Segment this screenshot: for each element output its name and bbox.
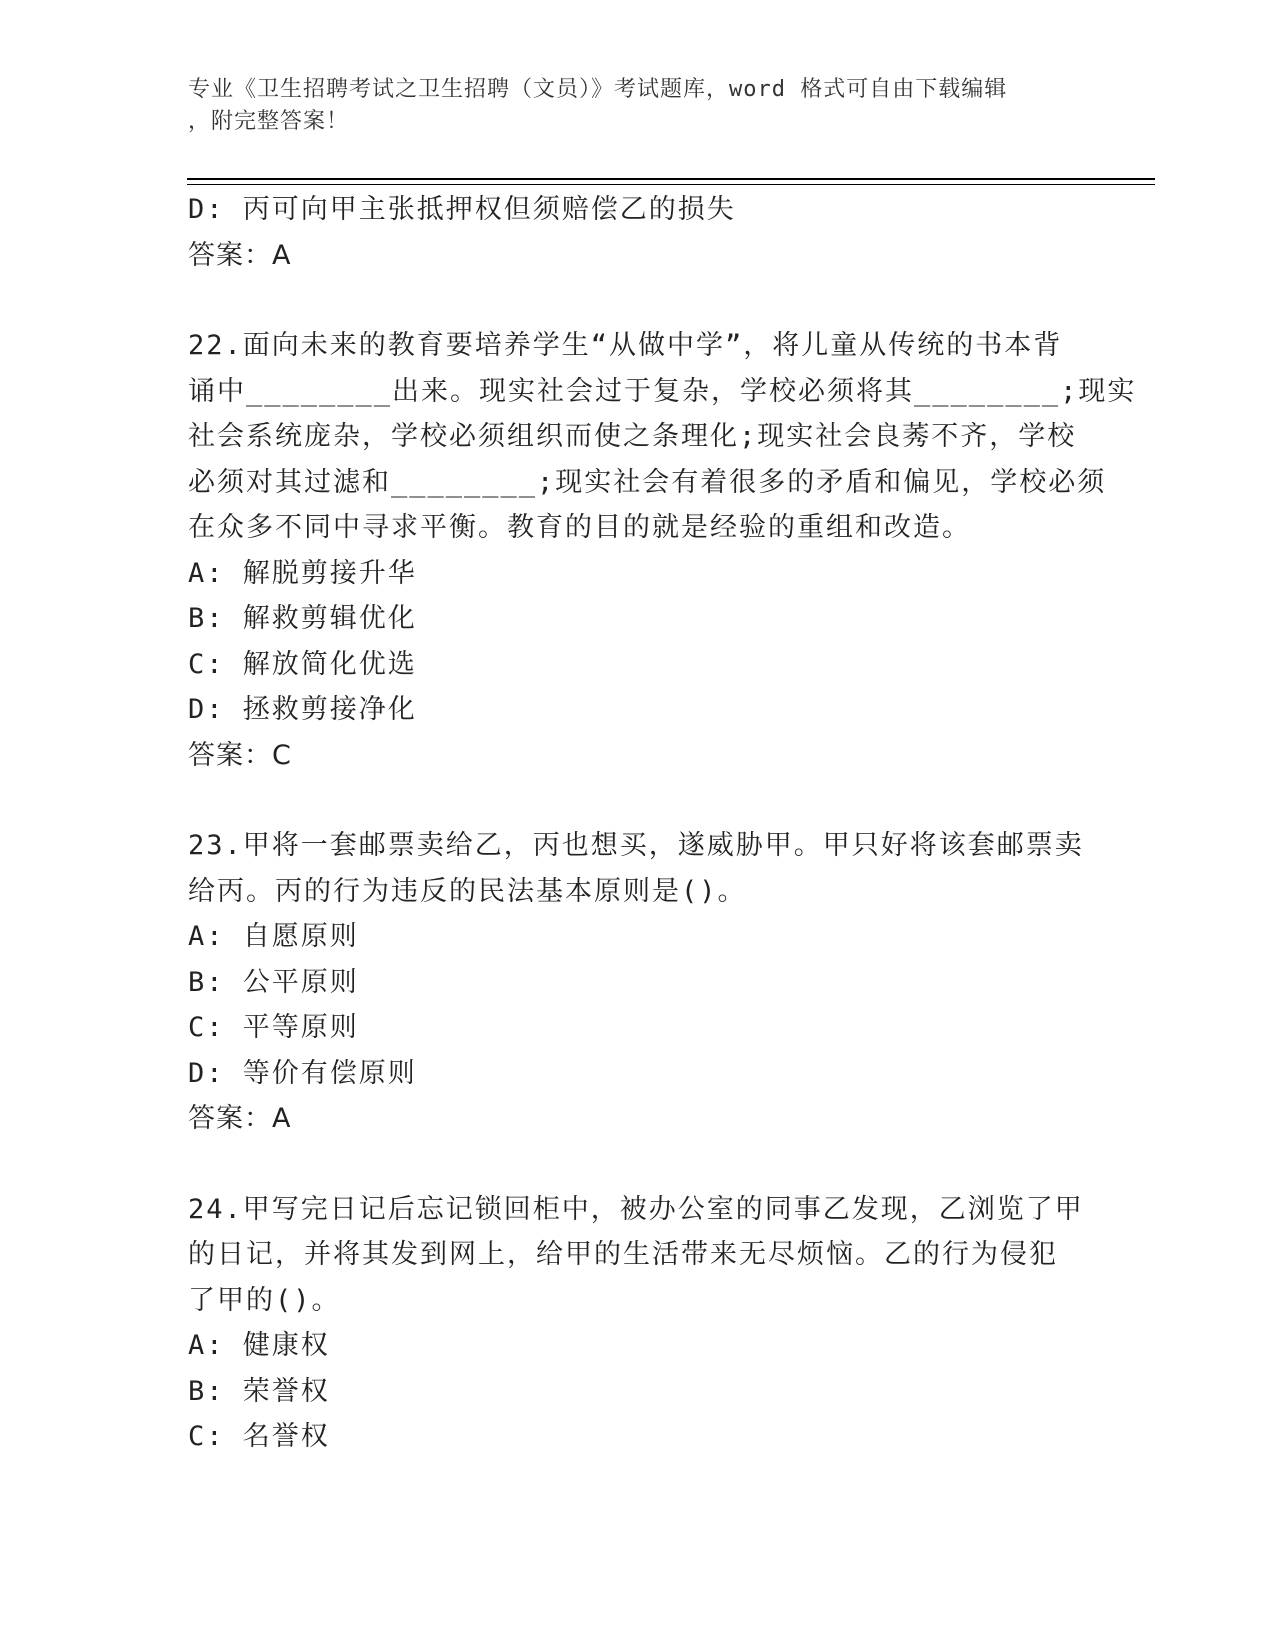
header-divider-thin [187,184,1155,185]
question-stem-line: 必须对其过滤和________;现实社会有着很多的矛盾和偏见，学校必须 [188,466,1107,498]
question-stem-line: 22.面向未来的教育要培养学生“从做中学”，将儿童从传统的书本背 [188,330,1063,361]
question-22 [188,323,1137,778]
option-d: D: 等价有偿原则 [188,1057,417,1089]
answer-line: 答案：C [188,739,292,771]
page-header [188,74,1068,138]
option-a: A: 健康权 [188,1330,330,1361]
previous-question-tail [188,187,1088,278]
question-stem-line: 在众多不同中寻求平衡。教育的目的就是经验的重组和改造。 [188,512,971,543]
option-a: A: 自愿原则 [188,921,359,952]
header-divider-thick [187,178,1155,180]
question-stem-line: 24.甲写完日记后忘记锁回柜中，被办公室的同事乙发现，乙浏览了甲 [188,1193,1084,1225]
option-b: B: 解救剪辑优化 [188,603,417,634]
answer-line: 答案：A [188,1103,292,1134]
option-c: C: 名誉权 [188,1421,330,1452]
question-stem-line: 了甲的()。 [188,1284,341,1316]
question-stem-line: 给丙。丙的行为违反的民法基本原则是()。 [188,875,747,907]
header-line-2: ，附完整答案！ [188,109,350,134]
option-b: B: 公平原则 [188,966,359,998]
option-c: C: 平等原则 [188,1012,359,1043]
question-23 [188,823,1088,1142]
option-d: D: 拯救剪接净化 [188,694,417,725]
option-c: C: 解放简化优选 [188,648,417,680]
question-stem-line: 的日记，并将其发到网上，给甲的生活带来无尽烦恼。乙的行为侵犯 [188,1239,1058,1270]
question-24 [188,1187,1088,1460]
question-stem-line: 23.甲将一套邮票卖给乙，丙也想买，遂威胁甲。甲只好将该套邮票卖 [188,830,1084,861]
question-stem-line: 诵中________出来。现实社会过于复杂，学校必须将其________;现实 [188,375,1137,407]
header-line-1: 专业《卫生招聘考试之卫生招聘（文员）》考试题库，word 格式可自由下载编辑 [188,77,1008,102]
question-stem-line: 社会系统庞杂，学校必须组织而使之条理化;现实社会良莠不齐，学校 [188,421,1077,452]
document-body [188,187,1137,1460]
option-b: B: 荣誉权 [188,1375,330,1407]
option-a: A: 解脱剪接升华 [188,557,417,589]
answer-line: 答案：A [188,239,292,271]
option-d: D: 丙可向甲主张抵押权但须赔偿乙的损失 [188,194,736,225]
